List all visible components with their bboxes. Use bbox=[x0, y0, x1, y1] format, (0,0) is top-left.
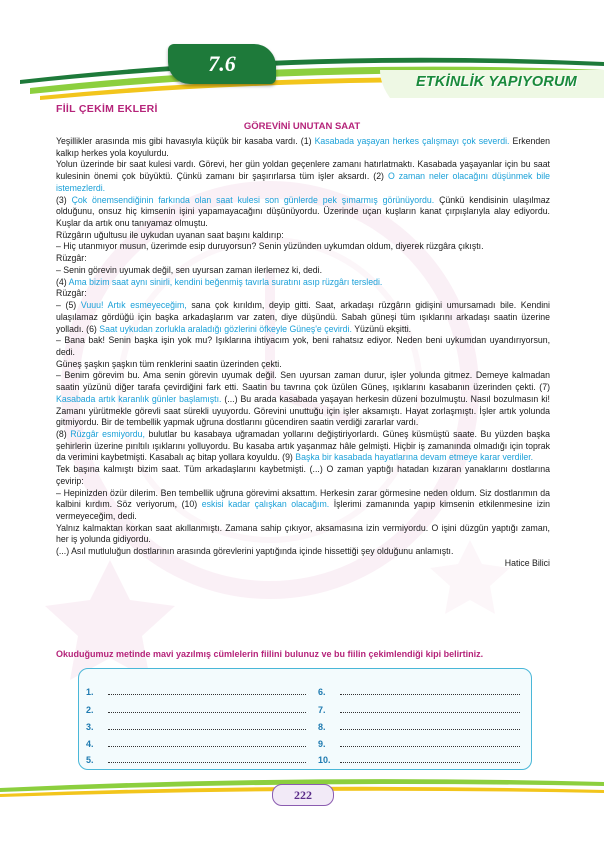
story-paragraph: Yalnız kalmaktan korkan saat akıllanmıştı. Zamana sahip çıkıyor, aksamasına izin vermiyordu. O işini düzgün yaptığı zaman, her iş yolunda gidiyordu. bbox=[56, 522, 550, 545]
story-paragraph: – (5) Vuuu! Artık esmeyeceğim, sana çok kırıldım, deyip gitti. Saat, arkadaşı rüzgârın gidişini umursamadı bile. Kendini ulaşılamaz gördüğü için başka arkadaşlarım var zaten, diye düşündü. Sabah güneşi tüm ışıklarını arkadaşı saatin üzerine yolladı. (6) Saat uykudan zorlukla araladığı gözlerini öfkeyle Güneş'e çevirdi. Yüzünü ekşitti. bbox=[56, 300, 550, 334]
answer-line-10[interactable]: 10. bbox=[318, 754, 520, 765]
story-paragraph: – Benim görevim bu. Ama senin görevin uyumak değil. Sen uyursan zaman durur, işler yolunda gitmez. Demeye kalmadan saatin yüzünü diğer tarafa çevirdiğini fark etti. Saatin bu tavrına çok üzülen Güneş, ışıklarını kasabanın üzerinden çekti. (7) Kasabada artık karanlık günler başlamıştı. (...) Bu arada kasabada yaşayan herkesin düzeni bozulmuştu. Nasıl bozulmasın ki! Zamanı yürütmekle görevli saat sürekli uyuyordu. Görevini unuttuğu için işler aksamıştı. Hayat zorlaşmıştı. İşler artık yolunda gitmiyordu. Bir de tembellik yapmak uğruna dostlarını gücendiren saatin verdiği zararlar vardı. bbox=[56, 370, 550, 428]
answer-line-7[interactable]: 7. bbox=[318, 704, 520, 715]
page-number: 222 bbox=[272, 784, 334, 806]
story-paragraph: Rüzgâr: bbox=[56, 253, 87, 264]
blue-sentence-5: Vuuu! Artık esmeyeceğim, bbox=[80, 300, 187, 311]
answer-line-2[interactable]: 2. bbox=[86, 704, 306, 715]
story-paragraph: (3) Çok önemsendiğinin farkında olan saat kulesi son günlerde pek şımarmış görünüyordu. Çünkü kendisinin ulaşılmaz olduğunu, onsuz hiç kimsenin işini yapamayacağını düşünüyordu. Üzerinde uçan kuşların kanat çırpışlarıyla alay ediyordu. Kuşlar da artık onu tanıyamaz olmuştu. bbox=[56, 194, 551, 229]
answer-line-4[interactable]: 4. bbox=[86, 738, 306, 749]
answer-line-3[interactable]: 3. bbox=[86, 721, 306, 732]
story-paragraph: Rüzgâr: bbox=[56, 288, 87, 299]
story-title: GÖREVİNİ UNUTAN SAAT bbox=[243, 121, 361, 132]
story-paragraph: – Hepinizden özür dilerim. Ben tembellik uğruna görevimi aksattım. Herkesin zarar görmesine neden oldum. Siz dostlarımın da kalbini kırdım. Söz veriyorum, (10) eskisi kadar çalışkan olacağım. İşlerimi zamanında yapıp kimsenin etkilenmesine izin vermeyeceğim, dedi. bbox=[56, 487, 550, 521]
answer-line-6[interactable]: 6. bbox=[318, 686, 520, 697]
story-paragraph: – Senin görevin uyumak değil, sen uyursan zaman ilerlemez ki, dedi. bbox=[56, 264, 323, 275]
story-paragraph: (...) Asıl mutluluğun dostlarının arasında görevlerini yaptığında içinde hissettiği şey olduğunu anlamıştı. bbox=[56, 546, 454, 557]
blue-sentence-9: Başka bir kasabada hayatlarına devam etmeye karar verdiler. bbox=[295, 452, 534, 463]
blue-sentence-7: Kasabada artık karanlık günler başlamıştı. bbox=[56, 393, 222, 404]
blue-sentence-2: O zaman neler olacağını düşünmek bile istemezlerdi. bbox=[56, 171, 550, 193]
exercise-question: Okuduğumuz metinde mavi yazılmış cümlelerin fiilini bulunuz ve bu fiilin çekimlendiği kipi belirtiniz. bbox=[56, 649, 484, 659]
blue-sentence-4: Ama bizim saat aynı sinirli, kendini beğenmiş tavırla suratını asıp rüzgârı tersledi. bbox=[68, 276, 383, 287]
blue-sentence-8: Rüzgâr esmiyordu, bbox=[70, 428, 145, 439]
blue-sentence-3: Çok önemsendiğinin farkında olan saat kulesi son günlerde pek şımarmış görünüyordu. bbox=[71, 194, 435, 205]
story-paragraph: (8) Rüzgâr esmiyordu, bulutlar bu kasabaya uğramadan yollarını değiştiriyorlardı. Güneş küsmüştü saate. Bu yüzden başka şehirlerin üzerine pırıltılı ışıklarını yolluyordu. Bu kasaba artık yaşanmaz hâle gelmişti. Hiçbir iş zamanında olmadığı için toprak da verimini kaybetmişti. Kasabalı aç bitap yollara koyuldu. (9) Başka bir kasabada hayatlarına devam etmeye karar verdiler. bbox=[56, 428, 550, 463]
story-paragraph: Tek başına kalmıştı bizim saat. Tüm arkadaşlarını kaybetmişti. (...) O zaman yaptığı hatadan kızaran yanaklarını dostlarına çevirip: bbox=[56, 464, 550, 486]
story-paragraph: Güneş şaşkın şaşkın tüm renklerini saatin üzerinden çekti. bbox=[56, 358, 282, 369]
author-name: Hatice Bilici bbox=[504, 557, 550, 568]
lesson-number-badge bbox=[168, 44, 276, 84]
story-paragraph: Rüzgârın uğultusu ile uykudan uyanan saat başını kaldırıp: bbox=[56, 229, 284, 240]
blue-sentence-6: Saat uykudan zorlukla araladığı gözlerini öfkeyle Güneş'e çevirdi. bbox=[99, 323, 352, 334]
answer-line-8[interactable]: 8. bbox=[318, 721, 520, 732]
section-title: FİİL ÇEKİM EKLERİ bbox=[56, 103, 158, 115]
lesson-number: 7.6 bbox=[208, 51, 236, 76]
story-paragraph: Yeşillikler arasında mis gibi havasıyla küçük bir kasaba vardı. (1) Kasabada yaşayan herkes çalışmayı çok severdi. Erkenden kalkıp herkes yola koyulurdu. bbox=[56, 136, 550, 158]
story-paragraph: – Bana bak! Senin başka işin yok mu? Işıklarına ihtiyacım yok, beni rahatsız ediyor. Neden beni uykumdan uyandırıyorsun, dedi. bbox=[56, 335, 550, 357]
story-paragraph: (4) Ama bizim saat aynı sinirli, kendini beğenmiş tavırla suratını asıp rüzgârı tersledi. bbox=[56, 276, 383, 287]
answer-line-5[interactable]: 5. bbox=[86, 754, 306, 765]
answer-line-1[interactable]: 1. bbox=[86, 686, 306, 697]
blue-sentence-1: Kasabada yaşayan herkes çalışmayı çok severdi. bbox=[314, 136, 510, 146]
story-paragraph: Yolun üzerinde bir saat kulesi vardı. Görevi, her gün yoldan geçenlere zamanı hatırlatmaktı. Kasabada yaşayanlar için bu saat kulesinin önemi çok büyüktü. Çünkü zamanı bir şaşırırlarsa tüm işler aksardı. (2) O zaman neler olacağını düşünmek bile istemezlerdi. bbox=[56, 159, 550, 193]
story-paragraph: – Hiç utanmıyor musun, üzerimde esip duruyorsun? Senin yüzünden uykumdan oldum, diyerek rüzgâra çıkıştı. bbox=[56, 241, 484, 252]
blue-sentence-10: eskisi kadar çalışkan olacağım. bbox=[201, 499, 330, 510]
answer-line-9[interactable]: 9. bbox=[318, 738, 520, 749]
activity-label: ETKİNLİK YAPIYORUM bbox=[416, 74, 577, 90]
story-text bbox=[56, 136, 550, 570]
